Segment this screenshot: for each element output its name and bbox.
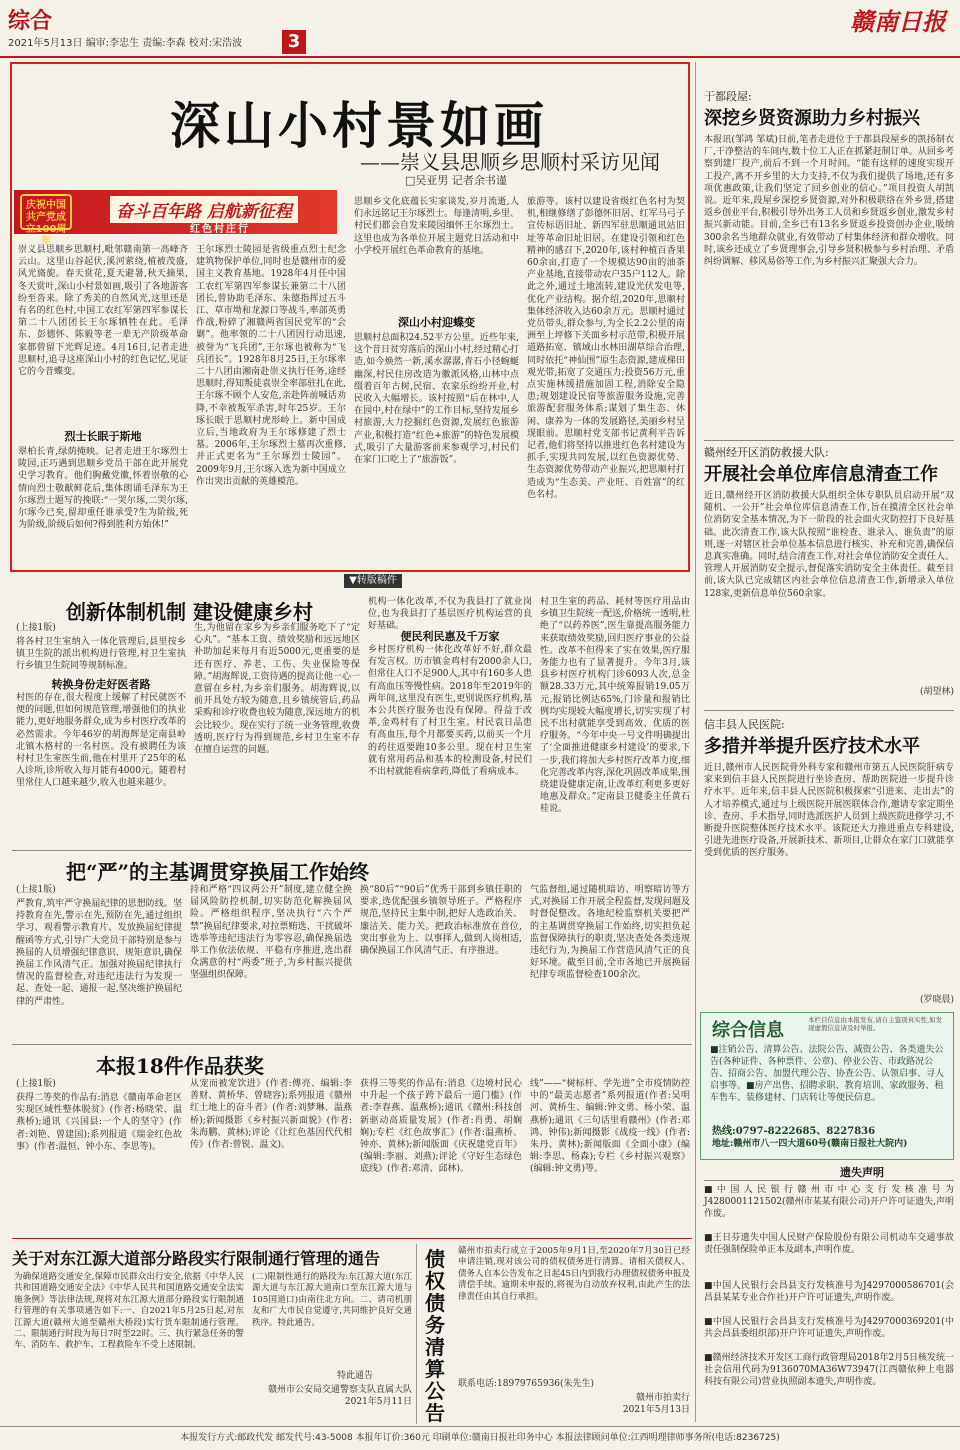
feature-title: 深山小村景如画 (170, 96, 548, 155)
classified-info-address: 地址:赣州市八一四大道60号(赣南日报社大院内) (712, 1139, 908, 1149)
masthead-logo: 赣南日报 (850, 7, 946, 36)
divider (704, 440, 954, 441)
story-health-text6: 村卫生室的药品、耗材等医疗用品由乡镇卫生院统一配送,价格统一透明,杜绝了“以药养医”,医生靠提高服务能力来获取绩效奖励,回归医疗事业的公益性。改革不但得来了实在效果,医疗服务能力也有了显著提升。今年3月,该县乡村医疗机构门诊6093人次,总金额28.33万元,其中统筹报销19.05万元,报销比例达65%,门诊量和报销比例均实现较大幅度增长,切实实现了村民不出村就能享受到高效、优质的医疗服务。“今年中央一号文件明确提出了‘全面推进健康乡村建设’的要求,下一步,我们将加大乡村医疗改革力度,细化完善改革内容,深化巩固改革成果,围绕建设健康定南,让改革红利更多更好地惠及群众。”定南县卫健委主任黄石桂说。 (540, 597, 690, 815)
story-awards-text4: 线”——“树标杆、学先进”全市疫情防控中的“最美志愿者”系列报道(作者:吴明河、黄桥生、编辑:钟文勇、杨小荣、温燕桥);通讯《三句话里看赣州》(作者:邓鸿、钟伟);新闻摄影《战疫一线》(作者:朱丹、黄林);新闻版面《全面小康》(编辑:李思、杨森);专栏《乡村振兴观察》(编辑:钟文勇)等。 (530, 1079, 690, 1175)
story-health-subhead2: 便民利民惠及千万家 (400, 630, 500, 643)
traffic-notice-title: 关于对东江源大道部分路段实行限制通行管理的通告 (12, 1249, 381, 1268)
divider (704, 710, 954, 711)
banner-column-name: 红色村庄行 (190, 224, 250, 235)
debt-notice-text: 赣州市拍卖行成立于2005年9月1日,至2020年7月30日已经申请注销,现对该公司的债权债务进行清算。请相关债权人、债务人自本公告发布之日起45日内到我行办理债权债务申报及清偿手续。逾期未申报的,将视为自动放弃权利,由此产生的法律责任由其自行承担。 (458, 1246, 690, 1302)
story-health-text2: 村医的存在,很大程度上缓解了村民就医不便的问题,但如何规范管理,增强他们的执业能力,更好地服务群众,成为乡村医疗改革的必然需求。今年46岁的胡海辉是定南县岭北镇木格村的一名村医。没有被聘任为该村村卫生室医生前,他在村里开了25年的私人诊所,诊所收入每月能有4000元。随着村里常住人口越来越少,收入也越来越少。 (16, 693, 186, 789)
page-number: 3 (282, 30, 306, 54)
story-health-text1: 将各村卫生室纳入一体化管理后,县里按乡镇卫生院的派出机构进行管理,村卫生室执行乡镇卫生院同等规制标准。 (16, 637, 186, 672)
divider (416, 1244, 417, 1424)
feature-col1-text2: 翠柏长青,绿荫掩映。记者走进王尔琢烈士陵园,正巧遇到思顺乡党员干部在此开展党史学习教育。他们胸戴党徽,怀着崇敬的心情向烈士敬献鲜花后,集体朗诵毛泽东为王尔琢烈士题写的挽联:“一哭尔琢,二哭尔琢,尔琢今已矣,留却重任谁承受?生为阶级,死为阶级,阶级后如何?得到胜利方始休!” (18, 447, 188, 531)
story-discipline-from: (上接1版) (16, 885, 56, 895)
divider (12, 1238, 692, 1239)
feature-col2-text: 王尔琢烈士陵园是省级重点烈士纪念建筑物保护单位,同时也是赣州市的爱国主义教育基地。1928年4月任中国工农红军第四军参谋长兼第二十八团团长,曾协助毛泽东、朱德指挥过五斗江、草市坳和龙源口等战斗,率部英勇作战,粉碎了湘赣两省国民党军的“会剿”。他率领的二十八团因行动迅速,被誉为“飞兵团”,王尔琢也被称为“飞兵团长”。1928年8月25日,王尔琢率二十八团由湘南赴崇义执行任务,途经思顺时,得知叛徒袁崇全率部驻扎在此,王尔琢不顾个人安危,亲赴阵前喊话劝降,不幸被叛军杀害,时年25岁。王尔琢长眠于思顺村虎形岭上。新中国成立后,当地政府为王尔琢修建了烈士墓。2006年,王尔琢烈士墓再次重修,并正式更名为“王尔琢烈士陵园”。2009年9月,王尔琢入选为新中国成立作出突出贡献的英雄模范。 (196, 245, 346, 487)
story-health-title: 创新体制机制 建设健康乡村 (66, 600, 313, 624)
debt-notice-title: 债权债务清算公告 (425, 1247, 445, 1425)
lost-notice-item: ■中国人民银行会昌县支行发核准号为J4297000369201(中共会昌县委组织部)开户许可证遗失,声明作废。 (704, 1317, 954, 1340)
traffic-notice-signature: 赣州市公安局交通警察支队直属大队 2021年5月11日 (267, 1385, 412, 1408)
lost-notice-item: ■赣州经济技术开发区工商行政管理局2018年2月5日核发统一社会信用代码为9136070MA36W73947(江西赣依种上电器科技有限公司)营业执照副本遗失,声明作废。 (704, 1353, 954, 1388)
story-discipline-text4: 气监督组,通过随机暗访、明察暗访等方式,对换届工作开展全程监督,发现问题及时督促整改。各地纪检监察机关要把严的主基调贯穿换届工作始终,切实担负起监督保障执行的职责,坚决查处各类违规违纪行为,为换届工作营造风清气正的良好环境。截至目前,全市各地已开展换届纪律专项监督检查100余次。 (530, 885, 690, 981)
footer-info: 本报发行方式:邮政代发 邮发代号:43-5008 本报年订价:360元 印刷单位:赣南日报社印务中心 本报法律顾问单位:江西明理律师事务所(电话:8236725) (180, 1433, 780, 1443)
divider (12, 1044, 692, 1045)
feature-col3-text: 思顺乡文化底蕴长实家谈发,岁月流逝,人们永远铭记王尔琢烈士。每逢清明,乡里、村民们都会自发来陵园缅怀王尔琢烈士。这里也成为各单位开展主题党日活动和中小学校开展红色革命教育的基地。 (354, 197, 519, 256)
classified-info-body: ■注销公告、清算公告、法院公告、减资公告、各类遗失公告(各种证件、各种票件、公章)、停业公告、市政路况公告、招商公告、加盟代理公告、协查公告、认领启事、寻人启事等。■房产出售、招聘求职、教育培训、家政服务、租车售车、装修建材、门店转让等便民信息。 (710, 1045, 945, 1103)
divider (704, 1180, 954, 1181)
story-awards-text2: 从宠而被宠饮进》(作者:傅亮、编辑:李善财、黄桥华、曾晓容);系列报道《赣州红土地上的奋斗者》(作者:刘梦琳、温燕桥);新闻摄影《乡村振兴新面貌》(作者:朱海鹏、黄林);评论《让红色基因代代相传》(作者:曾锐、温文)。 (190, 1079, 352, 1151)
party-100-emblem: 庆祝中国共产党成立100周年 (20, 194, 72, 230)
story-health-text4: 机构一体化改革,不仅为我县打了就业岗位,也为我县打了基层医疗机构运营的良好基础。 (368, 597, 532, 632)
brief1-kicker: 于都段屋: (704, 90, 752, 103)
feature-col3-subhead: 深山小村迎蝶变 (398, 316, 475, 329)
section-title: 综合 (8, 9, 53, 34)
lost-notice-item: ■中国人民银行赣州市中心支行发核准号为J4280001121502(赣州市某某有限公司)开户许可证遗失,声明作废。 (704, 1185, 954, 1220)
story-discipline-text3: 换“80后”“90后”优秀干部到乡镇任职的要求,选优配强乡镇领导班子。严格程序规范,坚持民主集中制,把好人选政治关、廉洁关、能力关。把政治标准放在首位,突出事业为上、以事择人,做到人岗相适,确保换届工作风清气正、有序推进。 (360, 885, 522, 957)
debt-notice-contact: 联系电话:18979765936(朱先生) (458, 1379, 595, 1389)
brief1-title: 深挖乡贤资源助力乡村振兴 (704, 108, 920, 129)
classified-info-hotline: 热线:0797-8222685、8227836 (712, 1126, 876, 1137)
divider (695, 62, 696, 1422)
brief3-title: 多措并举提升医疗技术水平 (704, 736, 920, 757)
lost-notice-title: 遗失声明 (840, 1166, 884, 1179)
header-rule (0, 56, 960, 58)
brief2-title: 开展社会单位库信息清查工作 (704, 464, 938, 485)
classified-info-title: 综合信息 (712, 1020, 784, 1041)
brief2-kicker: 赣州经开区消防救援大队: (704, 446, 829, 459)
story-health-text5: 乡村医疗机构一体化改革好不好,群众最有发言权。历市镇金鸡村有2000余人口,但常住人口不足900人,其中有160多人患有高血压等慢性病。2018年至2019年的两年间,这里没有医生,更别说医疗机构,基本公共医疗服务也没有保障。得益于改革,金鸡村有了村卫生室。村民袁日品患有高血压,每个月都要买药,以前买一个月的药往返要跑10多公里。现在村卫生室就有常用药品和基本的检测设备,村民们不出村就能看病拿药,降低了看病成本。 (368, 645, 532, 778)
brief2-author: (胡望林) (919, 687, 954, 697)
brief3-text: 近日,赣州市人民医院骨外科专家和赣州市第五人民医院肝病专家来到信丰县人民医院进行坐诊查房、帮助医院进一步提升诊疗水平。近年来,信丰县人民医院积极探索“引进来、走出去”的人才培养模式,通过与上级医院开展医联体合作,邀请专家定期坐诊、查房、手术指导,同时选派医护人员到上级医院进修学习,不断提升医院整体医疗技术水平。该院还大力推进重点专科建设,引进先进医疗设备,开展新技术、新项目,让群众在家门口就能享受到优质的医疗服务。 (704, 763, 954, 859)
story-awards-text1: 获得二等奖的作品有:消息《赣南革命老区实现区域性整体脱贫》(作者:杨晓荣、温燕桥);通讯《兴国县:一个人的坚守》(作者:刘艳、曾建国);系列报道《瑞金红色故事》(作者:温恒、钟小东、李思等)。 (16, 1093, 182, 1152)
feature-col4-text: 旅游等。该村以建设省级红色名村为契机,相继修缮了彭德怀旧居、红军马弓子宣传标语旧址、新四军驻思顺通讯站旧址等革命旧址旧居。在建设引领和红色精神的感召下,2020年,该村种植百香果60余亩,打造了一个规模达90亩的油茶产业基地,直接带动农户35户112人。除此之外,通过土地流转,建设光伏发电等,优化产业结构。据介绍,2020年,思顺村集体经济收入达60余万元。思顺村通过党员带头,群众参与,为全长2.2公里的南洲至上坪修下关面乡村示范带,积极开展道路拓宽、镇域山水林田湖草综合治理,同时依托“神仙围”原生态资源,建成梯田观光带,拓宽了交通压力;投资56万元,重点实施林缓措施加固工程,消除安全隐患;规划建设民宿等旅游服务设施,完善旅游配套服务体系;谋划了集生态、休闲、康养为一体的发展路径,美丽乡村呈现眼前。思顺村党支部书记黄利平告诉记者,他们将坚持以推进红色名村建设为抓手,实现共同发展,以红色资源优势、生态资源优势带动产业振兴,把思顺村打造成为“生态美、产业旺、百姓富”的红色名村。 (527, 197, 685, 500)
story-health-subhead1: 转换身份走好医者路 (51, 678, 151, 691)
brief1-text: 本报讯(邹鸿 邹斌)日前,笔者走进位于于都县段屋乡的凯扬制衣厂,干净整洁的车间内,数十位工人正在抓紧赶制订单。从回乡考察到建厂投产,前后不到一个月时间。“能有这样的速度实现开工投产,离不开乡里的大力支持,不仅为我们提供了场地,还有多项优惠政策,让我们坚定了回乡创业的信心。”项目投资人胡凯说。近年来,段屋乡深挖乡贤资源,对外积极联络在外乡贤,搭建返乡创业平台,积极引导外出务工人员和乡贤返乡创业,激发乡村振兴新动能。目前,全乡已有13名乡贤返乡投资创办企业,吸纳300余名当地群众就业,有效带动了村集体经济和群众增收。同时,该乡还成立了乡贤理事会,引导乡贤积极参与乡村治理、矛盾纠纷调解、移风易俗等工作,为乡村振兴汇聚强大合力。 (704, 135, 954, 268)
feature-col3-text2: 思顺村总面积24.52平方公里。近些年来,这个昔日贫穷落后的深山小村,经过精心打造,如今焕然一新,溪水潺潺,青石小径蜿蜒幽深,村民住房改造为徽派风格,山林中点缀着百年古树,民宿、农家乐纷纷开业,村民收入大幅增长。该村按照“后在林中,人在园中,村在绿中”的工作目标,坚持发展乡村旅游,大力挖掘红色资源,发展红色旅游产业,积极打造“红色+旅游”的特色发展模式,吸引了大量游客前来参观学习,村民们在家门口吃上了“旅游饭”。 (354, 333, 519, 466)
classified-info-note: 本栏目信息由本报发布,请自主鉴别真实性,如发现虚假信息请及时举报。 (808, 1016, 943, 1032)
story-awards-text3: 获得三等奖的作品有:消息《边境村民心中升起一个孩子跨下最后一道门槛》(作者:李春燕、温燕桥);通讯《赣州:科技创新驱动高质量发展》(作者:肖勇、胡娴娴);专栏《红色故事汇》(作者:温燕桥、钟亦、黄林);新闻版面《庆祝建党百年》(编辑:李丽、刘燕);评论《守好生态绿色底线》(作者:邓清、邱林)。 (360, 1079, 522, 1175)
turn-page-label: ▼转版稿件 (344, 574, 402, 588)
story-discipline-text2: 持和严格“四议两公开”制度,建立健全换届风险防控机制,切实防范化解换届风险。严格组织程序,坚决执行“六个严禁”换届纪律要求,对拉票贿选、干扰破坏选举等违纪违法行为零容忍,确保换届选举工作依法依规、平稳有序推进,选出群众满意的村“两委”班子,为乡村振兴提供坚强组织保障。 (190, 885, 352, 981)
feature-subtitle: ——崇义县思顺乡思顺村采访见闻 (360, 150, 660, 174)
debt-notice-signature: 赣州市拍卖行 2021年5月13日 (622, 1393, 690, 1416)
traffic-notice-text: 为确保道路交通安全,保障市民群众出行安全,依据《中华人民共和国道路交通安全法》《中华人民共和国道路交通安全法实施条例》等法律法规,现将对东江源大道部分路段实行限制通行管理的有关事项通告如下:一、自2021年5月25日起,对东江源大道(赣州大道至赣州大桥段)实行货车限制通行管理。二、限制通行时段为每日7时至22时。三、执行紧急任务的警车、消防车、救护车、工程救险车不受上述限制。 (14, 1272, 244, 1351)
traffic-notice-closing: 特此通告 (336, 1371, 373, 1381)
brief3-kicker: 信丰县人民医院: (704, 718, 785, 731)
divider (12, 850, 692, 851)
issue-meta: 2021年5月13日 编审:李忠生 责编:李森 校对:宋浩波 (8, 38, 243, 49)
feature-byline: □吴亚男 记者余书谨 (405, 174, 507, 187)
lost-notice-item: ■王日芬遗失中国人民财产保险股份有限公司机动车交通事故责任强制保险单正本及副本,声明作废。 (704, 1233, 954, 1256)
brief3-author: (罗晓晨) (919, 995, 954, 1005)
story-health-from: (上接1版) (16, 623, 56, 633)
story-discipline-title: 把“严”的主基调贯穿换届工作始终 (66, 860, 370, 884)
brief2-text: 近日,赣州经开区消防救援大队组织全体专职队员启动开展“双随机、一公开”社会单位库信息清查工作,旨在摸清全区社会单位消防安全基本情况,为下一阶段的社会面火灾防控打下良好基础。此次清查工作,该大队按照“谁检查、谁录入、谁负责”的原则,逐一对辖区社会单位基本信息进行核实、补充和完善,确保信息真实准确。同时,结合清查工作,对社会单位消防安全责任人、管理人开展消防安全提示,督促落实消防安全主体责任。截至目前,该大队已完成辖区内社会单位信息清查工作,新增录入单位128家,更新信息单位560余家。 (704, 491, 954, 599)
feature-col1-subhead: 烈士长眠于斯地 (64, 430, 142, 443)
lost-notice-item: ■中国人民银行会昌县支行发核准号为J4297000586701(会昌县某某专业合作社)开户许可证遗失,声明作废。 (704, 1281, 954, 1304)
banner-slogan: 奋斗百年路 启航新征程 (110, 196, 298, 223)
story-health-text3: 生,为他留在家乡为乡亲们服务吃下了“定心丸”。“基本工资、绩效奖励和远远地区补助加起来每月有近5000元,更重要的是还有医疗、养老、工伤、失业保险等保障。”胡海辉说,工资待遇的提高让他一心一意留在乡村,为乡亲们服务。胡海辉说,以前开具处方较为随意,且乡镇统管后,药品采购和诊疗收费也较为随意,深远地方的机会比较少。现在实行了统一业务管理,收费透明,医疗行为得到规范,乡村卫生室不存在擅自运营的问题。 (194, 623, 360, 756)
footer-rule (0, 1426, 960, 1427)
feature-col1-text: 崇义县思顺乡思顺村,毗邻赣南第一高峰齐云山。这里山谷起伏,溪河萦绕,植被茂盛,风光旖旎。春天赏花,夏天避暑,秋天摘果,冬天赏叶,深山小村景如画,吸引了各地游客纷至沓来。除了秀美的自然风光,这里还是有名的红色村,中国工农红军第四军参谋长第二十八团团长王尔琢牺牲在此。毛泽东、彭德怀、陈毅等老一辈无产阶级革命家都曾留下光辉足迹。4月16日,记者走进思顺村,追寻这座深山小村的红色记忆,见证它的今昔蝶变。 (18, 245, 188, 378)
story-awards-title: 本报18件作品获奖 (96, 1054, 264, 1078)
traffic-notice-text2: (二)限制性通行的路段为:东江源大道(东江源大道与东江源大道南口至东江源大道与105国道口)由南往北方向。二、请司机朋友和广大市民自觉遵守,共同维护良好交通秩序。特此通告。 (252, 1272, 412, 1328)
story-awards-from: (上接1版) (16, 1079, 56, 1089)
story-discipline-text1: 严教育,筑牢严守换届纪律的思想防线。坚持教育在先,警示在先,预防在先,通过组织学习、观看警示教育片、发放换届纪律提醒函等方式,引导广大党员干部特别是参与换届的人员增强纪律意识、规矩意识,确保换届工作风清气正。加强对换届纪律执行情况的监督检查,对违纪违法行为发现一起、查处一起、通报一起,坚决维护换届纪律的严肃性。 (16, 899, 182, 1007)
